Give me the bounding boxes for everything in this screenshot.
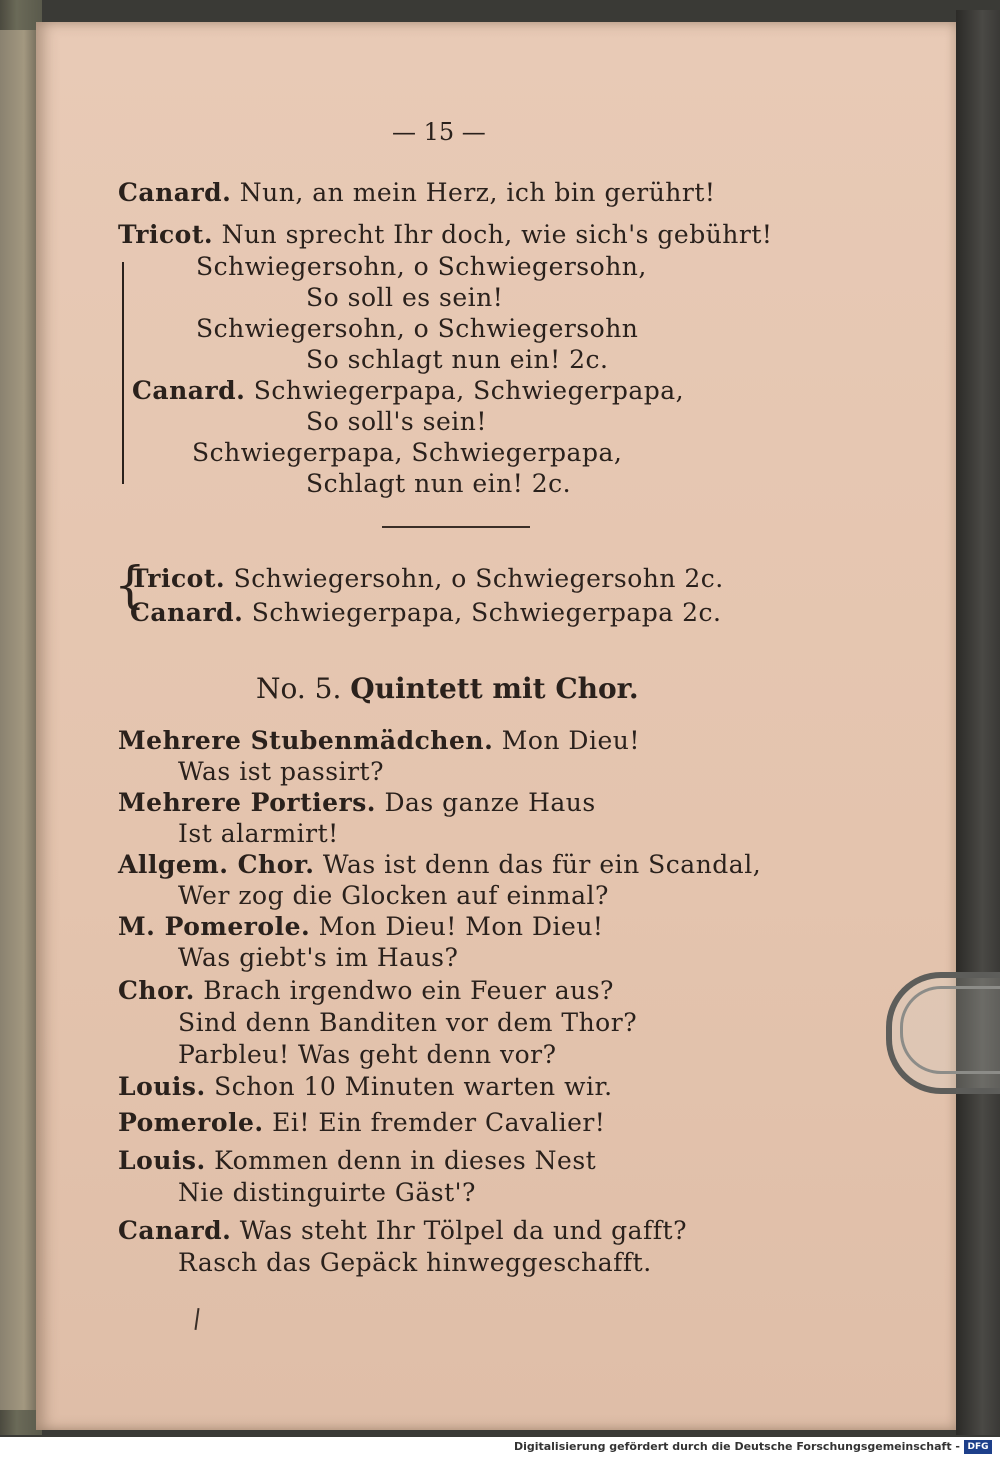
dialogue-line: Was ist passirt?: [178, 757, 384, 786]
dialogue-line: [118, 1108, 605, 1137]
section-divider: [382, 526, 530, 528]
line-text: Ei! Ein fremder Cavalier!: [272, 1108, 606, 1137]
speaker-name: Chor.: [118, 976, 195, 1005]
speaker-name: Louis.: [118, 1146, 206, 1175]
dialogue-line: Was giebt's im Haus?: [178, 943, 459, 972]
speaker-name: Canard.: [118, 178, 232, 207]
duet-line: So soll's sein!: [306, 407, 487, 436]
dialogue-line: Rasch das Gepäck hinweggeschafft.: [178, 1248, 652, 1277]
line-text: Nun, an mein Herz, ich bin gerührt!: [239, 178, 716, 207]
duet-line: [132, 376, 684, 405]
dfg-logo: DFG: [964, 1440, 992, 1454]
line-text: Schon 10 Minuten warten wir.: [214, 1072, 613, 1101]
speaker-name: Canard.: [130, 598, 244, 627]
duet-line: Schwiegersohn, o Schwiegersohn: [196, 314, 639, 343]
dialogue-line: Parbleu! Was geht denn vor?: [178, 1040, 557, 1069]
dialogue-line: [118, 178, 715, 207]
book-cover-right: [956, 10, 1000, 1435]
duet-line: Schlagt nun ein! 2c.: [306, 469, 572, 498]
dialogue-line: [118, 1216, 687, 1245]
dialogue-line: [118, 1146, 596, 1175]
speaker-name: Canard.: [132, 376, 246, 405]
speaker-name: Mehrere Stubenmädchen.: [118, 726, 494, 755]
dialogue-line: [118, 220, 772, 249]
duet-line: So soll es sein!: [306, 283, 504, 312]
line-text: Schwiegerpapa, Schwiegerpapa,: [253, 376, 685, 405]
line-text: Schwiegerpapa, Schwiegerpapa 2c.: [251, 598, 722, 627]
line-text: Mon Dieu!: [501, 726, 640, 755]
line-text: Brach irgendwo ein Feuer aus?: [203, 976, 614, 1005]
dialogue-line: Sind denn Banditen vor dem Thor?: [178, 1008, 638, 1037]
dialogue-line: Wer zog die Glocken auf einmal?: [178, 881, 609, 910]
speaker-name: Allgem. Chor.: [118, 850, 315, 879]
line-text: Was steht Ihr Tölpel da und gafft?: [239, 1216, 687, 1245]
page-clip-inner: [900, 986, 1000, 1074]
speaker-name: Pomerole.: [118, 1108, 264, 1137]
brace-mark: {: [114, 556, 146, 614]
duet-line: So schlagt nun ein! 2c.: [306, 345, 609, 374]
duet-bracket: [122, 262, 124, 484]
dialogue-line: [118, 1072, 613, 1101]
footer-credit: Digitalisierung gefördert durch die Deutsche Forschungsgemeinschaft -: [513, 1440, 960, 1453]
speaker-name: M. Pomerole.: [118, 912, 311, 941]
section-number: No. 5.: [256, 672, 342, 705]
dialogue-line: Nie distinguirte Gäst'?: [178, 1178, 476, 1207]
dialogue-line: [118, 976, 614, 1005]
dialogue-line: [130, 598, 721, 627]
duet-line: Schwiegersohn, o Schwiegersohn,: [196, 252, 647, 281]
line-text: Nun sprecht Ihr doch, wie sich's gebührt!: [221, 220, 773, 249]
speaker-name: Louis.: [118, 1072, 206, 1101]
duet-line: Schwiegerpapa, Schwiegerpapa,: [192, 438, 623, 467]
line-text: Das ganze Haus: [384, 788, 596, 817]
line-text: Kommen denn in dieses Nest: [214, 1146, 597, 1175]
section-heading: [256, 672, 639, 705]
line-text: Schwiegersohn, o Schwiegersohn 2c.: [233, 564, 724, 593]
line-text: Was ist denn das für ein Scandal,: [322, 850, 762, 879]
speaker-name: Tricot.: [130, 564, 226, 593]
speaker-name: Mehrere Portiers.: [118, 788, 376, 817]
dialogue-line: [118, 726, 640, 755]
page-number: — 15 —: [392, 118, 486, 146]
speaker-name: Canard.: [118, 1216, 232, 1245]
line-text: Mon Dieu! Mon Dieu!: [318, 912, 604, 941]
dialogue-line: [118, 912, 603, 941]
dialogue-line: [130, 564, 724, 593]
section-title: Quintett mit Chor.: [350, 672, 639, 705]
speaker-name: Tricot.: [118, 220, 214, 249]
dialogue-line: [118, 788, 596, 817]
dialogue-line: [118, 850, 761, 879]
dialogue-line: Ist alarmirt!: [178, 819, 339, 848]
